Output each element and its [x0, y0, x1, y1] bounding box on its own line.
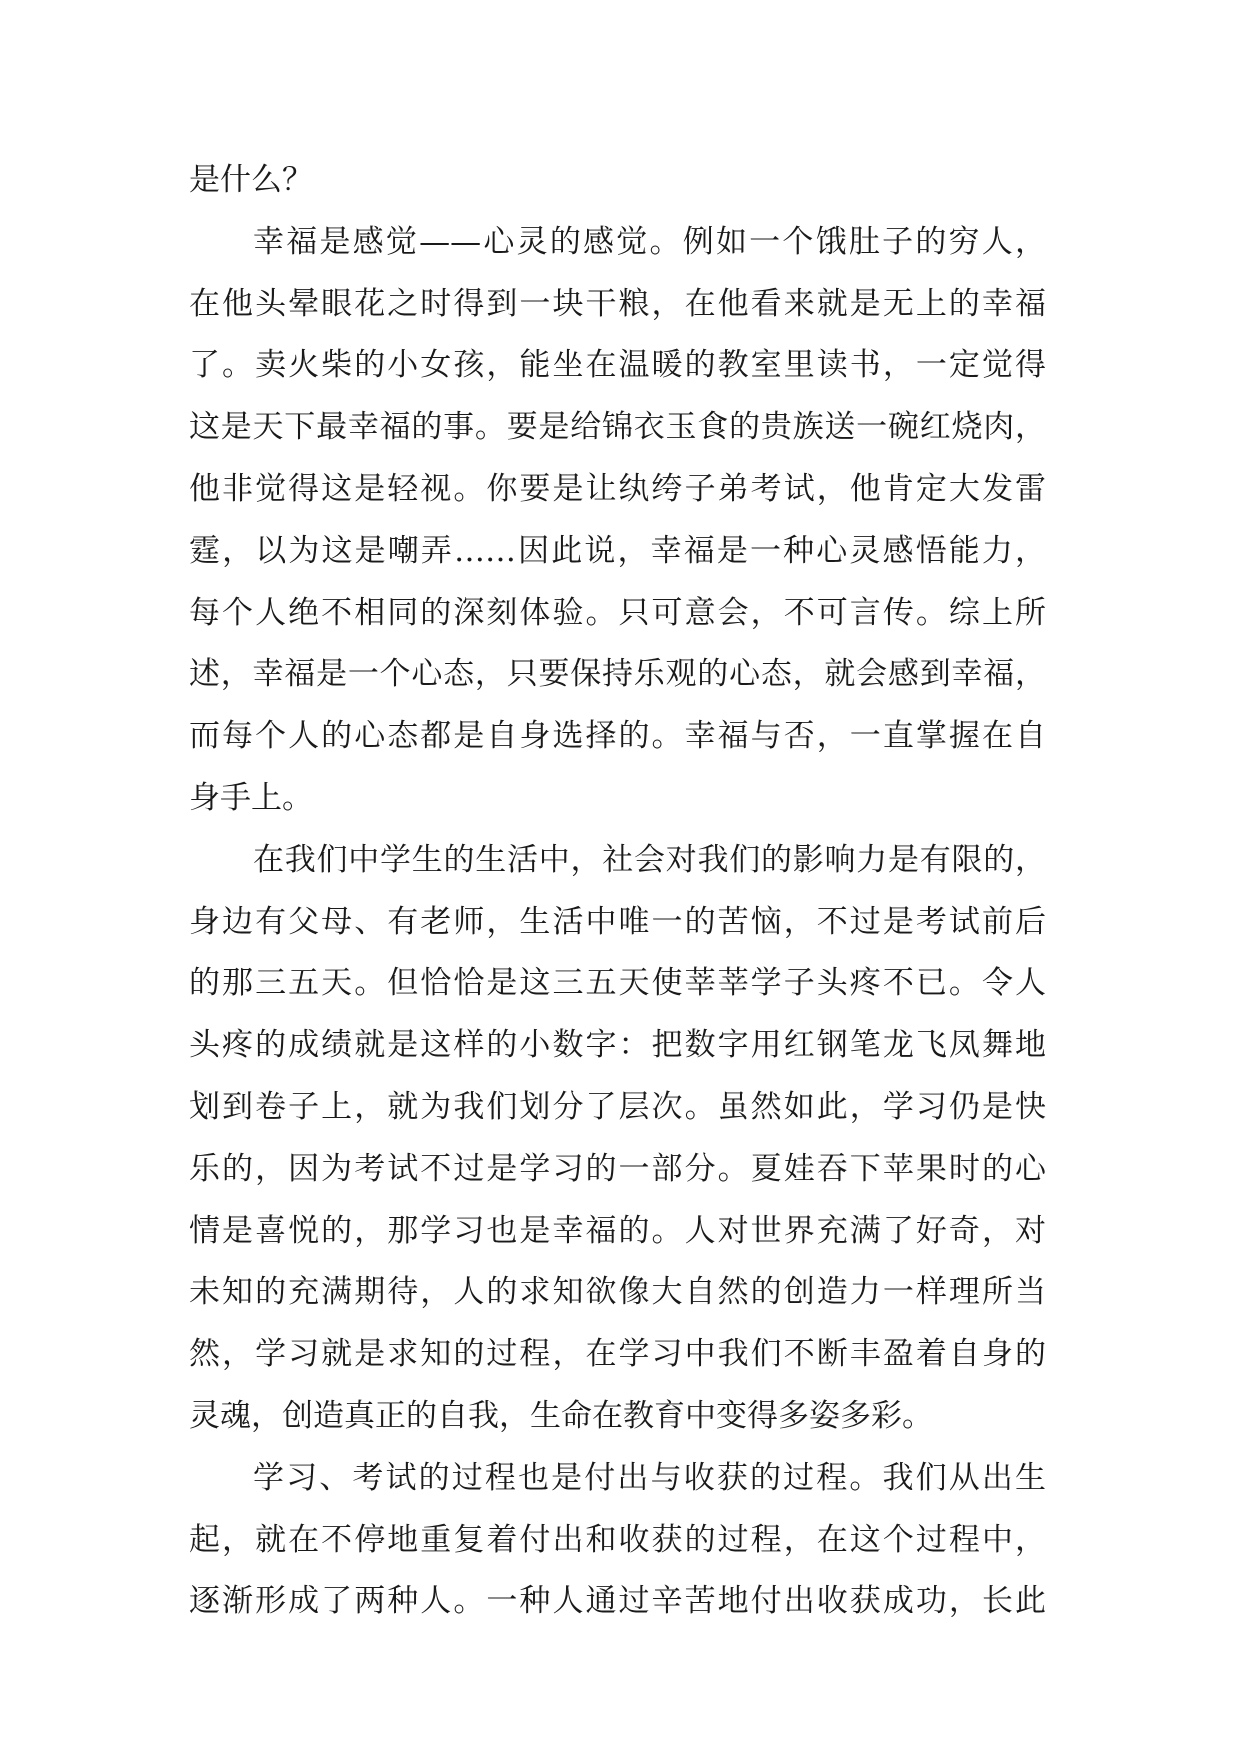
text-line: 身手上。: [189, 779, 313, 816]
text-line: 的那三五天。但恰恰是这三五天使莘莘学子头疼不已。令人: [189, 965, 1046, 1002]
text-line: 这是天下最幸福的事。要是给锦衣玉食的贵族送一碗红烧肉，: [189, 409, 1046, 446]
text-line: 了。卖火柴的小女孩，能坐在温暖的教室里读书，一定觉得: [189, 347, 1046, 384]
text-line: 而每个人的心态都是自身选择的。幸福与否，一直掌握在自: [189, 718, 1046, 755]
text-line: 学习、考试的过程也是付出与收获的过程。我们从出生: [253, 1459, 1046, 1496]
text-line: 在我们中学生的生活中，社会对我们的影响力是有限的，: [253, 841, 1046, 878]
text-line: 霆，以为这是嘲弄……因此说，幸福是一种心灵感悟能力，: [189, 532, 1046, 569]
text-line: 每个人绝不相同的深刻体验。只可意会，不可言传。综上所: [189, 594, 1046, 631]
text-line: 灵魂，创造真正的自我，生命在教育中变得多姿多彩。: [189, 1397, 933, 1434]
body-text: [189, 160, 1046, 1643]
text-line: 情是喜悦的，那学习也是幸福的。人对世界充满了好奇，对: [189, 1212, 1046, 1249]
text-line: 乐的，因为考试不过是学习的一部分。夏娃吞下苹果时的心: [189, 1150, 1046, 1187]
text-line: 身边有父母、有老师，生活中唯一的苦恼，不过是考试前后: [189, 903, 1046, 940]
text-line: 然，学习就是求知的过程，在学习中我们不断丰盈着自身的: [189, 1336, 1046, 1373]
text-line: 他非觉得这是轻视。你要是让纨绔子弟考试，他肯定大发雷: [189, 470, 1046, 507]
text-line: 逐渐形成了两种人。一种人通过辛苦地付出收获成功，长此: [189, 1583, 1046, 1620]
text-line: 在他头晕眼花之时得到一块干粮，在他看来就是无上的幸福: [189, 285, 1046, 322]
text-line: 起，就在不停地重复着付出和收获的过程，在这个过程中，: [189, 1521, 1046, 1558]
text-line: 头疼的成绩就是这样的小数字：把数字用红钢笔龙飞凤舞地: [189, 1027, 1046, 1064]
text-line: 是什么？: [189, 162, 313, 198]
text-line: 幸福是感觉——心灵的感觉。例如一个饿肚子的穷人，: [253, 223, 1046, 260]
text-line: 划到卷子上，就为我们划分了层次。虽然如此，学习仍是快: [189, 1088, 1046, 1125]
text-line: 未知的充满期待，人的求知欲像大自然的创造力一样理所当: [189, 1274, 1046, 1311]
text-line: 述，幸福是一个心态，只要保持乐观的心态，就会感到幸福，: [189, 656, 1046, 693]
